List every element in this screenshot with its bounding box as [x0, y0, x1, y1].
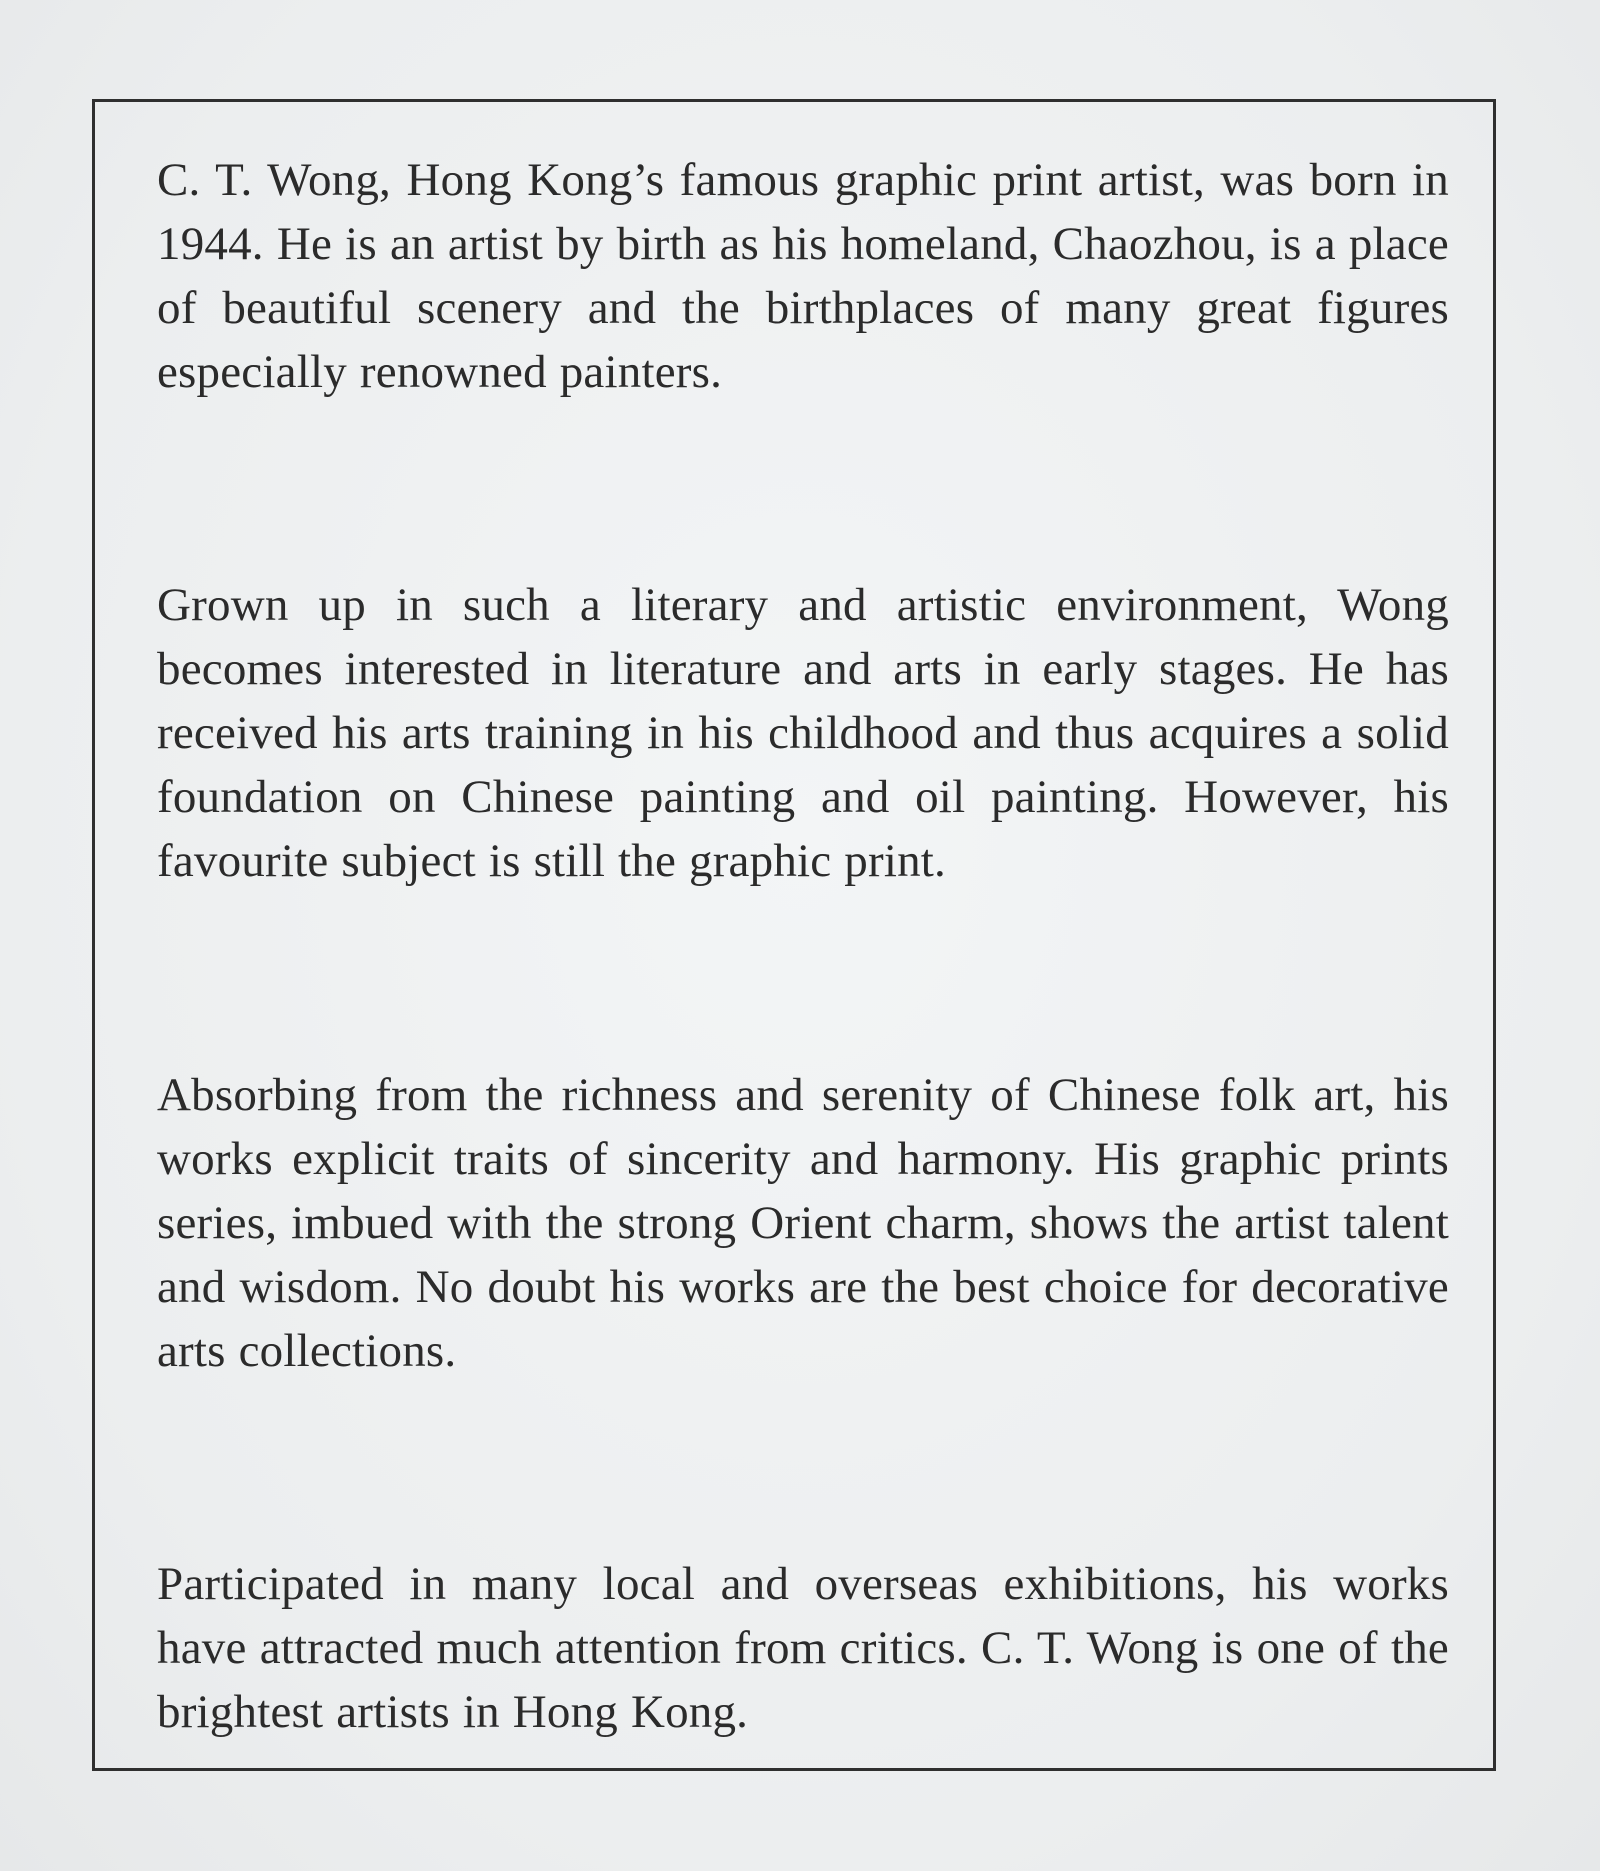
paragraph-training: Grown up in such a literary and artistic environment, Wong becomes interested in literature and arts in early stages. He has received his arts training in his childhood and thus acquires a solid foundation on Chinese painting and oil painting. However, his favourite subject is still the graphic print.	[157, 579, 1449, 887]
text-frame	[92, 99, 1496, 1771]
paragraph-biography: C. T. Wong, Hong Kong’s famous graphic print artist, was born in 1944. He is an artist by birth as his homeland, Chaozhou, is a place of beautiful scenery and the birthplaces of many great figures especially renowned painters.	[157, 154, 1449, 398]
paragraph-style: Absorbing from the richness and serenity of Chinese folk art, his works explicit traits of sincerity and harmony. His graphic prints series, imbued with the strong Orient charm, shows the artist talent and wisdom. No doubt his works are the best choice for decorative arts collections.	[157, 1069, 1449, 1377]
paragraph-exhibitions: Participated in many local and overseas exhibitions, his works have attracted much attention from critics. C. T. Wong is one of the brightest artists in Hong Kong.	[157, 1558, 1449, 1738]
